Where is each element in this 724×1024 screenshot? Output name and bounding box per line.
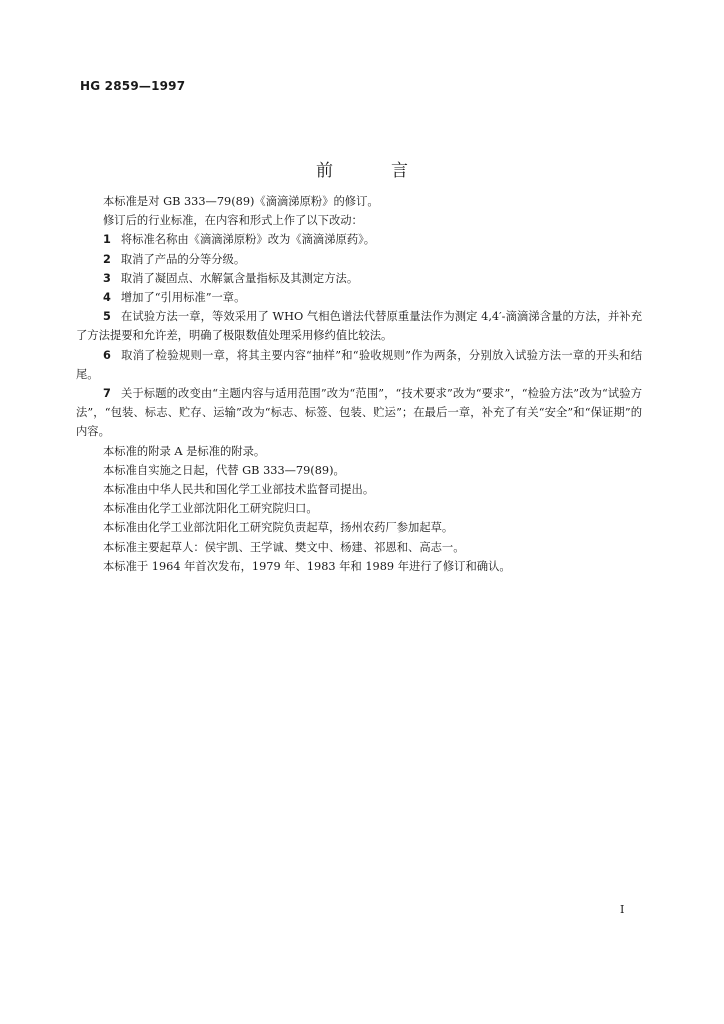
paragraph-text: 本标准由中华人民共和国化学工业部技术监督司提出。: [103, 483, 375, 497]
numbered-paragraph: [76, 307, 642, 345]
numbered-paragraph: [76, 288, 642, 307]
paragraph-text: 关于标题的改变由“主题内容与适用范围”改为“范围”，“技术要求”改为“要求”，“检验方法”改为“试验方法”，“包装、标志、贮存、运输”改为“标志、标签、包装、贮运”；在最后一章，补充了有关“安全”和“保证期”的内容。: [76, 387, 642, 439]
paragraph-text: 本标准于 1964 年首次发布，1979 年、1983 年和 1989 年进行了修订和确认。: [103, 559, 511, 573]
paragraph-text: 增加了“引用标准”一章。: [120, 291, 246, 305]
paragraph-text: 取消了检验规则一章，将其主要内容“抽样”和“验收规则”作为两条，分别放入试验方法一章的开头和结尾。: [76, 348, 642, 381]
paragraph-number: 3: [103, 271, 111, 285]
paragraph-number: 4: [103, 291, 111, 305]
paragraph: [76, 442, 642, 461]
paragraph: [76, 461, 642, 480]
paragraph: [76, 211, 642, 230]
numbered-paragraph: [76, 346, 642, 384]
numbered-paragraph: [76, 269, 642, 288]
numbered-paragraph: [76, 250, 642, 269]
paragraph-number: 1: [103, 233, 111, 247]
page-number: I: [620, 903, 625, 916]
numbered-paragraph: [76, 384, 642, 442]
foreword-body: [76, 192, 642, 576]
paragraph-text: 取消了产品的分等分级。: [120, 252, 246, 266]
paragraph-text: 将标准名称由《滴滴涕原粉》改为《滴滴涕原药》。: [120, 233, 376, 247]
paragraph-text: 修订后的行业标准，在内容和形式上作了以下改动：: [103, 214, 363, 228]
page-title-part1: 前: [316, 161, 333, 181]
page-title-part2: 言: [391, 161, 408, 181]
paragraph: [76, 192, 642, 211]
paragraph-number: 6: [103, 348, 111, 362]
paragraph: [76, 557, 642, 576]
paragraph-text: 本标准自实施之日起，代替 GB 333—79(89)。: [103, 463, 345, 477]
paragraph: [76, 499, 642, 518]
paragraph-number: 5: [103, 310, 111, 324]
numbered-paragraph: [76, 230, 642, 249]
page-title: [0, 156, 724, 181]
standard-code: HG 2859—1997: [80, 79, 186, 93]
paragraph-text: 本标准主要起草人：侯宇凯、王学诚、樊文中、杨建、祁恩和、高志一。: [103, 540, 465, 554]
paragraph-text: 在试验方法一章，等效采用了 WHO 气相色谱法代替原重量法作为测定 4,4′-滴滴涕含量的方法，并补充了方法提要和允许差，明确了极限数值处理采用修约值比较法。: [76, 310, 642, 343]
paragraph-text: 取消了凝固点、水解氯含量指标及其测定方法。: [120, 271, 359, 285]
paragraph-text: 本标准由化学工业部沈阳化工研究院负责起草，扬州农药厂参加起草。: [103, 521, 454, 535]
paragraph: [76, 538, 642, 557]
paragraph-text: 本标准的附录 A 是标准的附录。: [103, 444, 266, 458]
paragraph-text: 本标准是对 GB 333—79(89)《滴滴涕原粉》的修订。: [103, 195, 379, 208]
paragraph: [76, 480, 642, 499]
paragraph-number: 7: [103, 387, 111, 401]
paragraph-number: 2: [103, 252, 111, 266]
paragraph-text: 本标准由化学工业部沈阳化工研究院归口。: [103, 502, 318, 516]
paragraph: [76, 518, 642, 537]
